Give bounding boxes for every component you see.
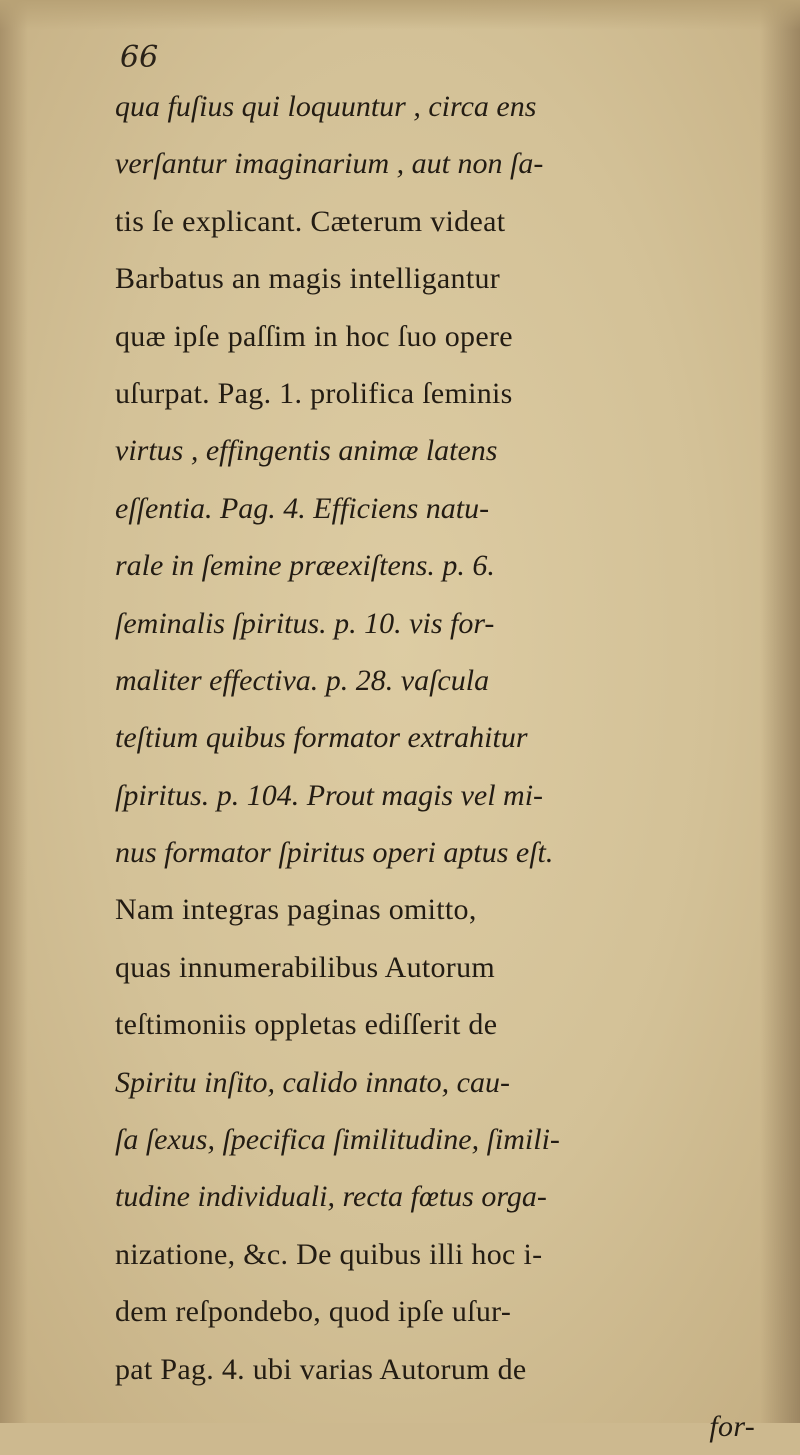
text-line: quas innumerabilibus Autorum [115, 950, 496, 984]
page-number: 66 [120, 40, 159, 75]
text-line: teſtium quibus formator extrahitur [115, 721, 528, 755]
text-line: virtus , effingentis animæ latens [115, 434, 498, 468]
text-line: nizatione, &c. De quibus illi hoc i- [115, 1237, 543, 1271]
text-line: ſpiritus. p. 104. Prout magis vel mi- [115, 778, 544, 812]
text-line: Nam integras paginas omitto, [115, 893, 477, 927]
text-line: maliter effectiva. p. 28. vaſcula [115, 663, 490, 697]
body-text [115, 78, 785, 1455]
text-line: ſa ſexus, ſpecifica ſimilitudine, ſimili- [115, 1123, 560, 1157]
page-shadow-left [0, 0, 28, 1423]
text-line: uſurpat. Pag. 1. prolifica ſeminis [115, 376, 513, 410]
page-shadow-top [0, 0, 800, 30]
text-line: ſeminalis ſpiritus. p. 10. vis for- [115, 606, 495, 640]
text-line: tis ſe explicant. Cæterum videat [115, 204, 506, 238]
text-line: Barbatus an magis intelligantur [115, 262, 501, 296]
catchword: for- [709, 1409, 755, 1443]
text-line: nus formator ſpiritus operi aptus eſt. [115, 836, 554, 870]
text-line: Spiritu inſito, calido innato, cau- [115, 1065, 510, 1099]
text-line: tudine individuali, recta fœtus orga- [115, 1180, 547, 1214]
text-line: rale in ſemine præexiſtens. p. 6. [115, 549, 495, 583]
text-line: teſtimoniis oppletas ediſſerit de [115, 1008, 498, 1042]
text-line: qua fuſius qui loquuntur , circa ens [115, 90, 537, 123]
text-line: verſantur imaginarium , aut non ſa- [115, 147, 544, 181]
text-line: eſſentia. Pag. 4. Efficiens natu- [115, 491, 490, 525]
text-line: pat Pag. 4. ubi varias Autorum de [115, 1352, 527, 1386]
text-line: dem reſpondebo, quod ipſe uſur- [115, 1295, 512, 1329]
text-line: quæ ipſe paſſim in hoc ſuo opere [115, 319, 513, 353]
